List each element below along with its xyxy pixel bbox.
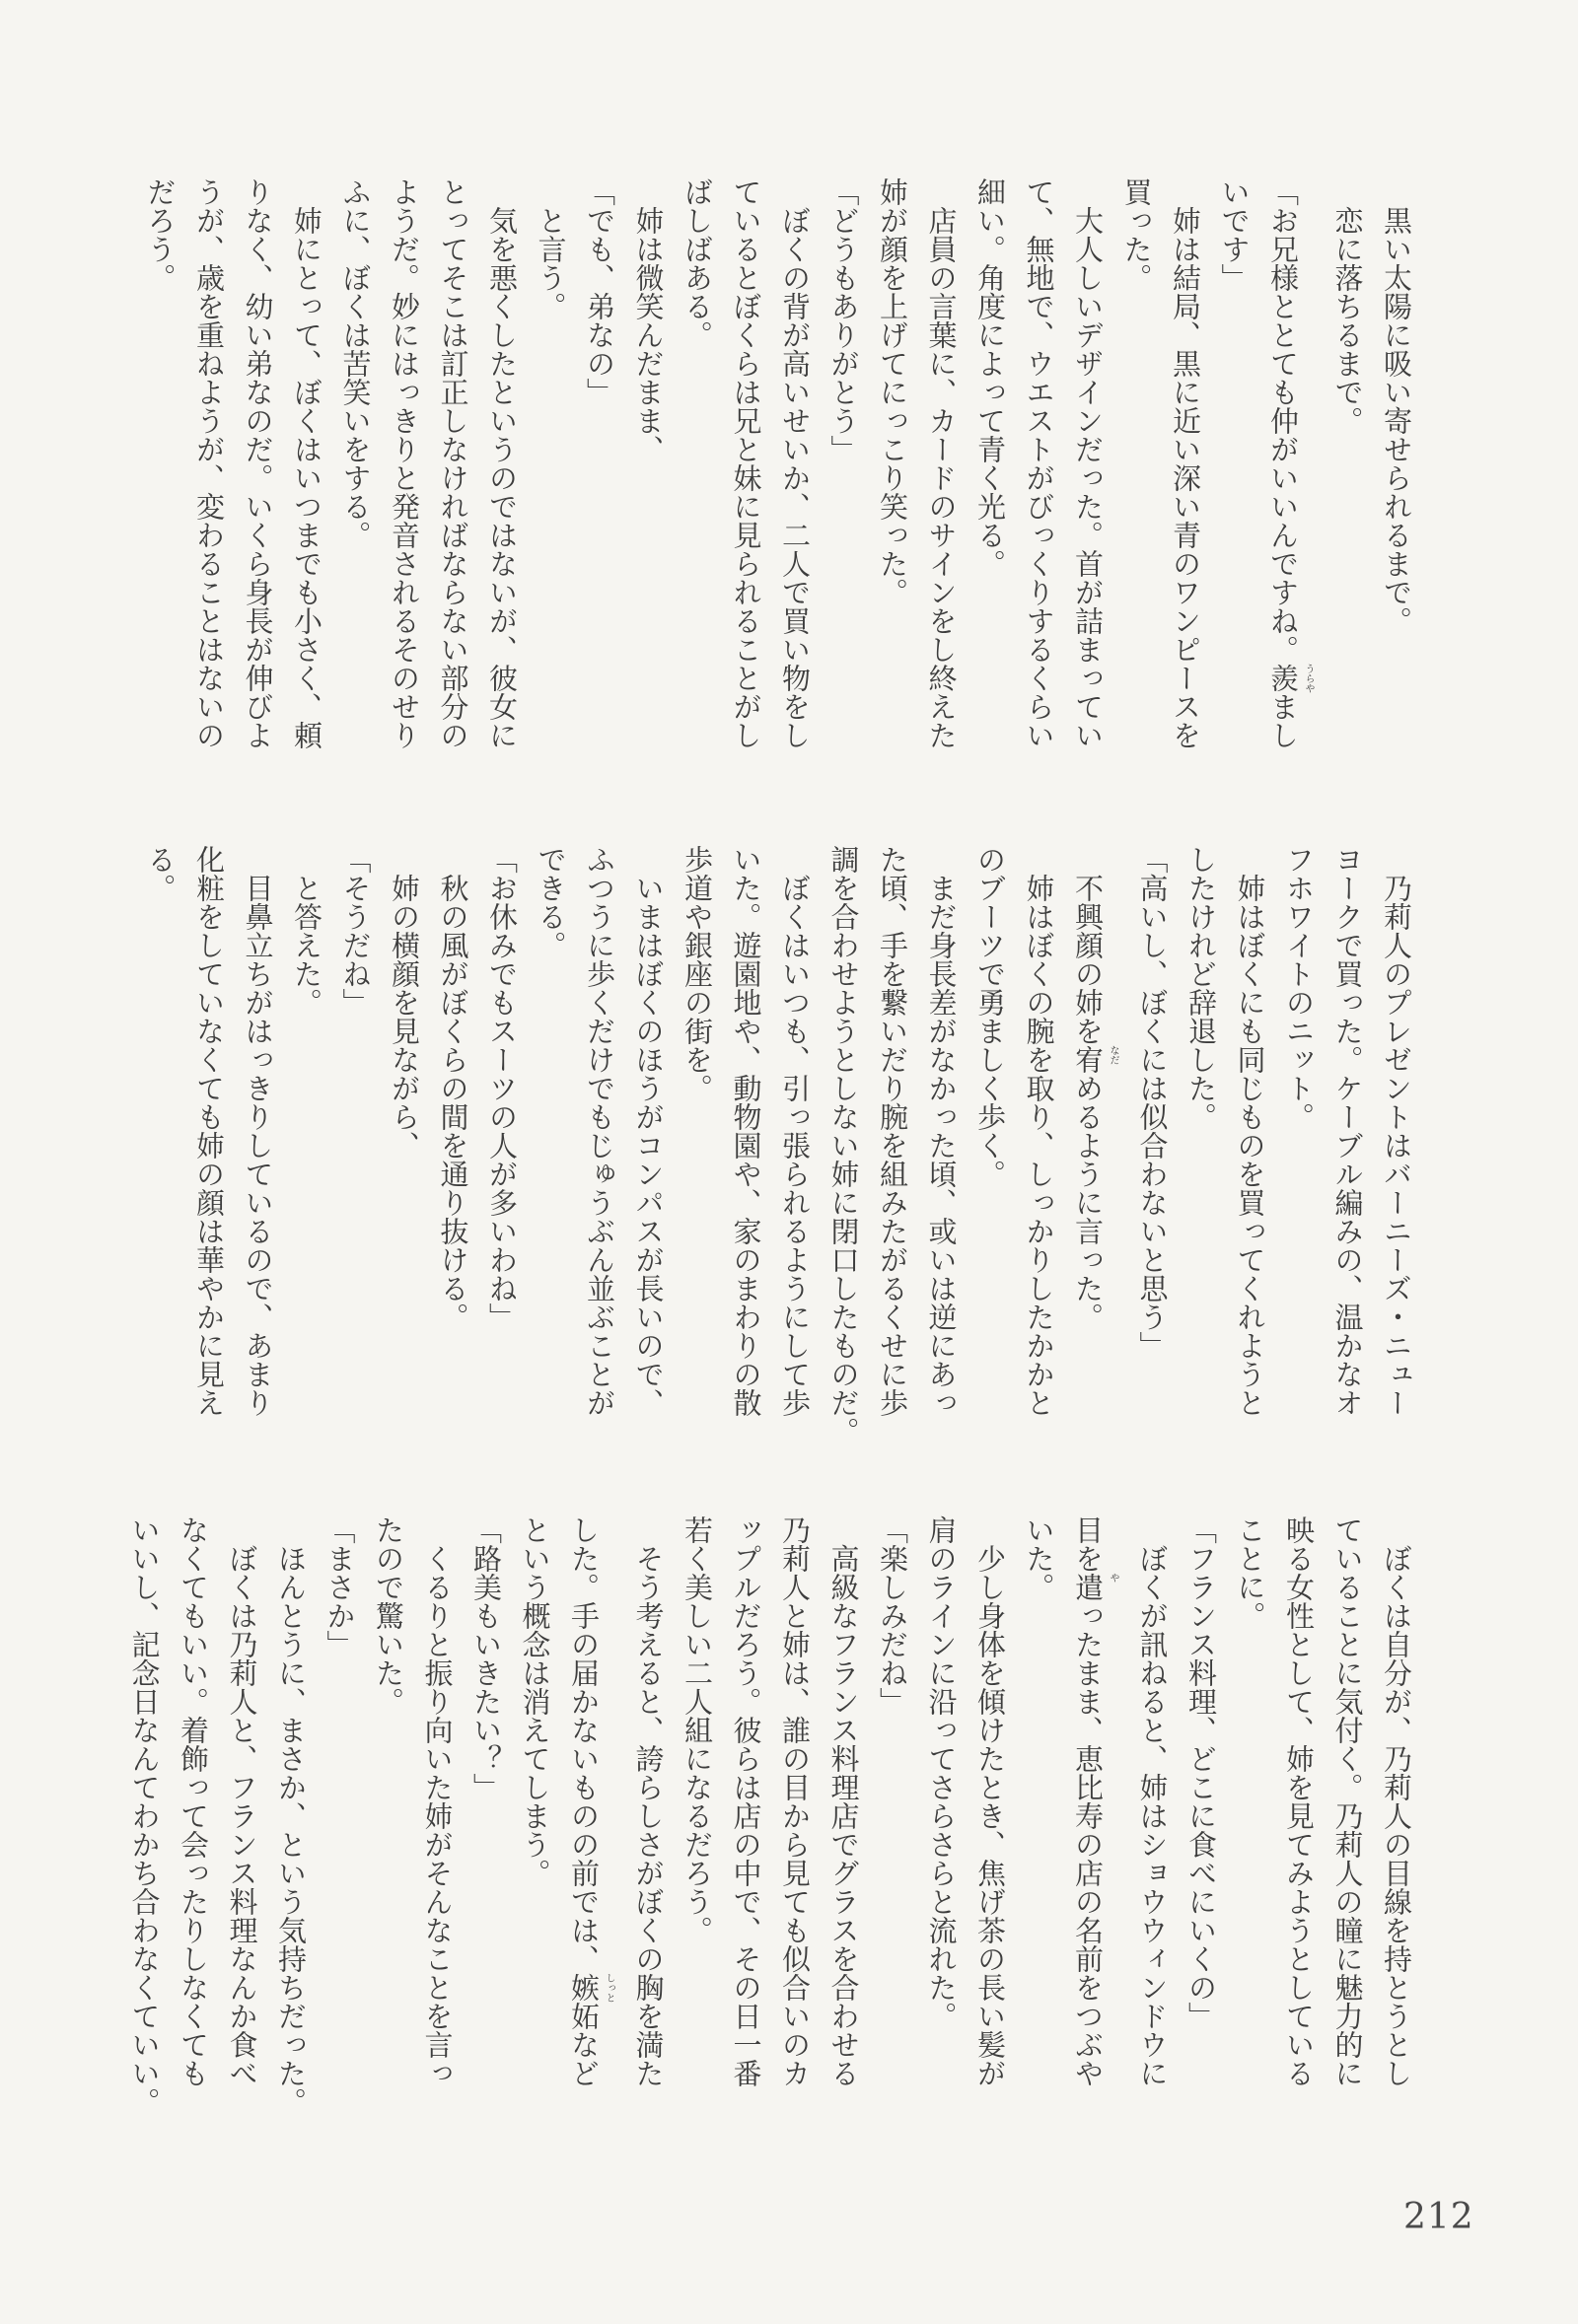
text-line: た頃、手を繋いだり腕を組みたがるくせに歩 bbox=[876, 845, 909, 1417]
text-line: いた。遊園地や、動物園や、家のまわりの散 bbox=[729, 845, 763, 1417]
text-block-middle bbox=[135, 845, 1420, 1445]
furigana: や bbox=[1108, 1573, 1118, 1583]
text-line: 少し身体を傾けたとき、焦げ茶の長い髪が bbox=[973, 1515, 1007, 2087]
text-line bbox=[1258, 177, 1314, 769]
text-line: 黒い太陽に吸い寄せられるまで。 bbox=[1380, 177, 1413, 635]
text-line: 高級なフランス料理店でグラスを合わせる bbox=[826, 1515, 861, 2087]
text-line: 買った。 bbox=[1119, 177, 1154, 292]
text-line: うが、歳を重ねようが、変わることはないの bbox=[192, 177, 226, 749]
text-line: まだ身長差がなかった頃、或いは逆にあっ bbox=[924, 845, 959, 1417]
text-line: 「そうだね」 bbox=[338, 845, 373, 1017]
text-line: 「まさか」 bbox=[323, 1515, 357, 1658]
ruby-base bbox=[1071, 1573, 1118, 1601]
page-number: 212 bbox=[1403, 2197, 1474, 2237]
text-line: だろう。 bbox=[143, 177, 178, 292]
ruby-base-text: 羨 bbox=[1266, 664, 1300, 692]
text-line: 肩のラインに沿ってさらさらと流れた。 bbox=[924, 1515, 959, 2030]
text-line: くるりと振り向いた姉がそんなことを言っ bbox=[420, 1515, 455, 2087]
text-line: いまはぼくのほうがコンパスが長いので、 bbox=[631, 845, 666, 1417]
text-line: ぼくの背が高いせいか、二人で買い物をし bbox=[778, 177, 812, 749]
text-line: 姉の横顔を見ながら、 bbox=[388, 845, 421, 1160]
ruby-base bbox=[1266, 664, 1314, 693]
text-line: そう考えると、誇らしさがぼくの胸を満た bbox=[631, 1515, 666, 2087]
text-line bbox=[1063, 1515, 1118, 2107]
text-line: 映る女性として、姉を見てみようとしている bbox=[1282, 1515, 1316, 2087]
text-line: という概念は消えてしまう。 bbox=[518, 1515, 552, 1887]
text-line: 歩道や銀座の街を。 bbox=[681, 845, 714, 1102]
text-line: ているとぼくらは兄と妹に見られることがし bbox=[729, 177, 763, 749]
text-line: ぼくは自分が、乃莉人の目線を持とうとし bbox=[1380, 1515, 1413, 2087]
text-line: 若く美しい二人組になるだろう。 bbox=[681, 1515, 714, 1944]
text-line: 「でも、弟なの」 bbox=[583, 177, 616, 406]
text-line: できる。 bbox=[534, 845, 568, 959]
furigana: なだ bbox=[1108, 1045, 1118, 1065]
furigana: うらや bbox=[1303, 664, 1314, 693]
furigana: しっと bbox=[604, 1973, 614, 2003]
text-segment: めるように言った。 bbox=[1071, 1074, 1105, 1331]
text-line: て、無地で、ウエストがびっくりするくらい bbox=[1022, 177, 1056, 749]
text-line: 「高いし、ぼくには似合わないと思う」 bbox=[1135, 845, 1170, 1360]
ruby-base bbox=[567, 1973, 614, 2030]
text-line: りなく、幼い弟なのだ。いくら身長が伸びよ bbox=[241, 177, 275, 749]
text-line: る。 bbox=[143, 845, 178, 902]
text-block-bottom bbox=[119, 1515, 1420, 2116]
text-line: と答えた。 bbox=[290, 845, 323, 1017]
text-line: 「お休みでもスーツの人が多いわね」 bbox=[485, 845, 519, 1331]
text-line: いです」 bbox=[1217, 177, 1252, 292]
text-line: のブーツで勇ましく歩く。 bbox=[973, 845, 1007, 1188]
text-line: 細い。角度によって青く光る。 bbox=[973, 177, 1007, 578]
text-line: ぼくが訊ねると、姉はショウウィンドウに bbox=[1135, 1515, 1170, 2087]
text-line: 化粧をしていなくても姉の顔は華やかに見え bbox=[192, 845, 226, 1417]
text-line: 「路美もいきたい？」 bbox=[469, 1515, 503, 1801]
text-line: ぼくは乃莉人と、フランス料理なんか食べ bbox=[225, 1515, 259, 2087]
text-line: 気を悪くしたというのではないが、彼女に bbox=[485, 177, 519, 749]
text-line: とってそこは訂正しなければならない部分の bbox=[436, 177, 470, 749]
text-line: フホワイトのニット。 bbox=[1282, 845, 1316, 1131]
text-segment: した。手の届かないものの前では、 bbox=[567, 1515, 601, 1973]
text-segment: 目を bbox=[1071, 1515, 1105, 1573]
text-segment: 不興顔の姉を bbox=[1071, 845, 1105, 1045]
text-line: なくてもいい。着飾って会ったりしなくても bbox=[177, 1515, 210, 2087]
text-line: 「楽しみだね」 bbox=[876, 1515, 909, 1716]
text-segment: など bbox=[567, 2030, 601, 2087]
text-line: ップルだろう。彼らは店の中で、その日一番 bbox=[729, 1515, 763, 2087]
text-line: したけれど辞退した。 bbox=[1184, 845, 1218, 1131]
text-line: いた。 bbox=[1022, 1515, 1056, 1601]
ruby-base-text: 遣 bbox=[1071, 1573, 1105, 1601]
text-line: ヨークで買った。ケーブル編みの、温かなオ bbox=[1330, 845, 1365, 1417]
text-line: 大人しいデザインだった。首が詰まってい bbox=[1071, 177, 1105, 749]
text-line: ことに。 bbox=[1233, 1515, 1267, 1630]
text-line: 姉にとって、ぼくはいつまでも小さく、頼 bbox=[290, 177, 323, 749]
text-line: 調を合わせようとしない姉に閉口したものだ。 bbox=[826, 845, 861, 1445]
ruby-base-text: 宥 bbox=[1071, 1045, 1105, 1074]
text-line: たので驚いた。 bbox=[372, 1515, 405, 1716]
text-line: ぼくはいつも、引っ張られるようにして歩 bbox=[778, 845, 812, 1417]
text-line: 「フランス料理、どこに食べにいくの」 bbox=[1184, 1515, 1218, 2030]
text-segment: 「お兄様ととても仲がいいんですね。 bbox=[1266, 177, 1300, 664]
text-line: 店員の言葉に、カードのサインをし終えた bbox=[924, 177, 959, 749]
text-line: と言う。 bbox=[534, 177, 568, 320]
text-line: 恋に落ちるまで。 bbox=[1330, 177, 1365, 435]
ruby-base-text: 嫉妬 bbox=[567, 1973, 601, 2030]
text-line: ふに、ぼくは苦笑いをする。 bbox=[338, 177, 373, 549]
text-line: ふつうに歩くだけでもじゅうぶん並ぶことが bbox=[583, 845, 616, 1417]
text-line: 姉はぼくの腕を取り、しっかりしたかかと bbox=[1022, 845, 1056, 1417]
text-line: 目鼻立ちがはっきりしているので、あまり bbox=[241, 845, 275, 1417]
text-line: 姉が顔を上げてにっこり笑った。 bbox=[876, 177, 909, 606]
text-line: ようだ。妙にはっきりと発音されるそのせり bbox=[388, 177, 421, 749]
text-line bbox=[1063, 845, 1118, 1437]
text-line: 姉はぼくにも同じものを買ってくれようと bbox=[1233, 845, 1267, 1417]
ruby-base bbox=[1071, 1045, 1118, 1074]
text-line: ほんとうに、まさか、という気持ちだった。 bbox=[274, 1515, 308, 2116]
text-line: 姉は微笑んだまま、 bbox=[631, 177, 666, 463]
text-segment: まし bbox=[1266, 692, 1300, 749]
text-line: ていることに気付く。乃莉人の瞳に魅力的に bbox=[1330, 1515, 1365, 2087]
text-segment: ったまま、恵比寿の店の名前をつぶや bbox=[1071, 1601, 1105, 2087]
text-line: 秋の風がぼくらの間を通り抜ける。 bbox=[436, 845, 470, 1331]
text-line bbox=[559, 1515, 614, 2107]
text-line: ばしばある。 bbox=[681, 177, 714, 349]
text-line: 乃莉人のプレゼントはバーニーズ・ニュー bbox=[1380, 845, 1413, 1417]
text-line: 乃莉人と姉は、誰の目から見ても似合いのカ bbox=[778, 1515, 812, 2087]
text-line: 姉は結局、黒に近い深い青のワンピースを bbox=[1169, 177, 1202, 749]
text-line: 「どうもありがとう」 bbox=[826, 177, 861, 463]
text-block-top bbox=[135, 177, 1420, 769]
text-line: いいし、記念日なんてわかち合わなくていい。 bbox=[127, 1515, 162, 2116]
